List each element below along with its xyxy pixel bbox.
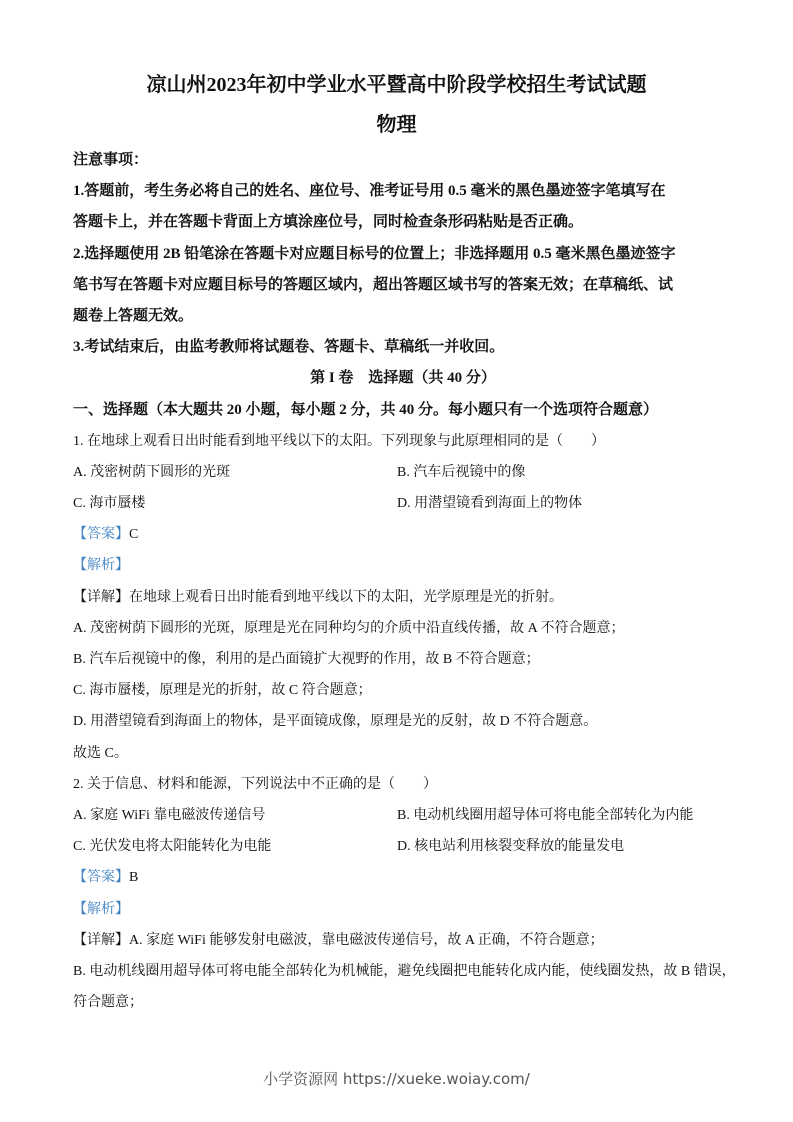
option: D. 核电站利用核裂变释放的能量发电 bbox=[397, 839, 625, 855]
detail-line: B. 电动机线圈用超导体可将电能全部转化为机械能，避免线圈把电能转化成内能，使线圈发热，故 B 错误， bbox=[73, 963, 736, 979]
detail-line: C. 海市蜃楼，原理是光的折射，故 C 符合题意； bbox=[73, 683, 372, 699]
footer-watermark: 小学资源网 https://xueke.woiay.com/ bbox=[263, 1070, 530, 1088]
option: C. 海市蜃楼 bbox=[73, 496, 146, 512]
analysis-label: 【解析】 bbox=[73, 901, 129, 917]
question-stem: 2. 关于信息、材料和能源，下列说法中不正确的是（ ） bbox=[73, 776, 437, 792]
answer-line bbox=[73, 519, 733, 550]
notice-line: 3.考试结束后，由监考教师将试题卷、答题卡、草稿纸一并收回。 bbox=[73, 339, 505, 356]
answer-label: 【答案】 bbox=[73, 870, 129, 886]
detail-text: A. 家庭 WiFi 能够发射电磁波，靠电磁波传递信号，故 A 正确，不符合题意； bbox=[129, 932, 604, 948]
option: A. 家庭 WiFi 靠电磁波传递信号 bbox=[73, 807, 266, 823]
detail-label: 【详解】 bbox=[73, 932, 129, 948]
option: B. 电动机线圈用超导体可将电能全部转化为内能 bbox=[397, 807, 694, 823]
answer-value: C bbox=[129, 527, 139, 543]
notice-line: 题卷上答题无效。 bbox=[73, 307, 194, 324]
option: C. 光伏发电将太阳能转化为电能 bbox=[73, 839, 272, 855]
document-subtitle: 物理 bbox=[376, 114, 417, 136]
answer-value: B bbox=[129, 870, 139, 886]
detail-label: 【详解】 bbox=[73, 589, 129, 605]
detail-line: 符合题意； bbox=[73, 995, 143, 1011]
answer-label: 【答案】 bbox=[73, 527, 129, 543]
detail-line bbox=[73, 582, 733, 613]
detail-line: A. 茂密树荫下圆形的光斑，原理是光在同种均匀的介质中沿直线传播，故 A 不符合题意； bbox=[73, 620, 625, 636]
notice-line: 笔书写在答题卡对应题目标号的答题区域内，超出答题区域书写的答案无效；在草稿纸、试 bbox=[73, 276, 674, 293]
notice-line: 1.答题前，考生务必将自己的姓名、座位号、准考证号用 0.5 毫米的黑色墨迹签字笔填写在 bbox=[73, 183, 666, 200]
section-title: 一、选择题（本大题共 20 小题，每小题 2 分，共 40 分。每小题只有一个选项符合题意） bbox=[73, 401, 659, 418]
document-title: 凉山州2023年初中学业水平暨高中阶段学校招生考试试题 bbox=[146, 74, 647, 96]
notice-line: 2.选择题使用 2B 铅笔涂在答题卡对应题目标号的位置上；非选择题用 0.5 毫米黑色墨迹签字 bbox=[73, 245, 676, 262]
answer-line bbox=[73, 862, 733, 893]
document-body bbox=[73, 145, 736, 1018]
detail-text: 在地球上观看日出时能看到地平线以下的太阳，光学原理是光的折射。 bbox=[129, 589, 563, 605]
option-row bbox=[73, 800, 733, 831]
option-row bbox=[73, 457, 733, 488]
option-row bbox=[73, 488, 733, 519]
part-title: 第 I 卷 选择题（共 40 分） bbox=[310, 370, 496, 387]
detail-line bbox=[73, 925, 733, 956]
analysis-label: 【解析】 bbox=[73, 558, 129, 574]
option: D. 用潜望镜看到海面上的物体 bbox=[397, 496, 583, 512]
option: A. 茂密树荫下圆形的光斑 bbox=[73, 464, 231, 480]
question-stem: 1. 在地球上观看日出时能看到地平线以下的太阳。下列现象与此原理相同的是（ ） bbox=[73, 433, 605, 449]
notice-heading: 注意事项： bbox=[73, 152, 149, 168]
detail-line: B. 汽车后视镜中的像，利用的是凸面镜扩大视野的作用，故 B 不符合题意； bbox=[73, 652, 540, 667]
detail-line: 故选 C。 bbox=[73, 745, 128, 761]
detail-line: D. 用潜望镜看到海面上的物体，是平面镜成像，原理是光的反射，故 D 不符合题意。 bbox=[73, 714, 598, 730]
option-row bbox=[73, 831, 733, 862]
option: B. 汽车后视镜中的像 bbox=[397, 464, 526, 480]
notice-line: 答题卡上，并在答题卡背面上方填涂座位号，同时检查条形码粘贴是否正确。 bbox=[73, 214, 584, 231]
